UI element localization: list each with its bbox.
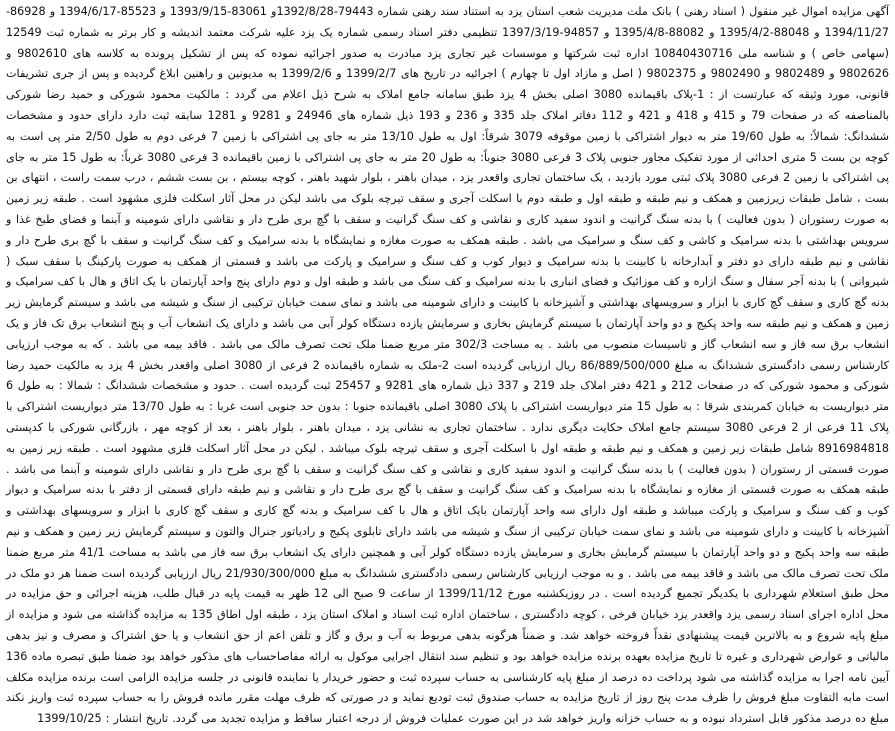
- auction-notice-text: آگهی مزایده اموال غیر منقول ( اسناد رهنی ) بانک ملت مدیریت شعب استان یزد به استناد سند رهنی شماره 79443-1392/8/28و 83061-1393/9/15 و 85523-1394/6/17 و 86928-1394/11/27 و 88048-1395/4/2 و 88082-1395/4/8 و 94857-1397/3/19 تنظیمی دفتر اسناد رسمی شماره یک یزد علیه شرکت معتمد اندیشه و کار برتر به شماره ثبت 12549 (سهامی خاص ) و شناسه ملی 10840430716 اداره ثبت شرکتها و موسسات غیر تجاری یزد مبادرت به صدور اجرائیه نموده که پس از تشکیل پرونده به کلاسه های 9802610 و 9802626 و 9802489 و 9802490 و 9802375 ( اصل و مازاد اول تا چهارم ) اجرائیه در تاریخ های 1399/2/7 و 1399/2/6 به مدیونین و راهنین ابلاغ گردیده و پس از جری تشریفات قانونی، مورد وثیقه که عبارتست از : 1-پلاک باقیمانده 3080 اصلی بخش 4 یزد طبق سامانه جامع املاک به شرح ذیل اعلام می گردد : مالکیت محمود شورکی و حمید رضا شورکی بالمناصفه که در صفحات 79 و 415 و 418 و 421 و 112 دفاتر املاک جلد 335 و 236 و 193 ذیل شماره های 24946 و 9281 و 1281 سابقه ثبت دارد دارای حدود و مشخصات ششدانگ: شمالاً: به طول 19/60 متر به دیوار اشتراکی با زمین موقوفه 3079 شرقاً: اول به طول 13/10 متر به جای پی اشتراکی با زمین 7 فرعی دوم به طول 2/50 متر پی است به کوچه بن بست 5 متری احداثی از مورد تفکیک مجاور جنوبی پلاک 3 فرعی 3080 جنوباً: به طول 20 متر به جای پی اشتراکی با زمین باقیمانده 3 فرعی 3080 غرباً: به طول 15 متر به جای پی اشتراکی با زمین 2 فرعی 3080 پلاک ثبتی مورد بازدید ، یک ساختمان تجاری واقعدر یزد ، میدان باهنر ، بلوار شهید باهنر ، کوچه بیستم ، بن بست ششم ، درب سمت راست ، انتهای بن بست ، شامل طبقات زیرزمین و همکف و نیم طبقه و طبقه اول و طبقه دوم با اسکلت آجری و سقف تیرچه بلوک می باشد لیکن در محل آثار اسکلت فلزی مشهود است . طبقه زیر زمین به صورت رستوران ( بدون فعالیت ) با بدنه سنگ گرانیت و اندود سفید کاری و نقاشی و کف سنگ گرانیت و سقف با گچ بری طرح دار و نقاشی دارای شومینه و آبنما و فضای طبخ غذا و سرویس بهداشتی با بدنه سرامیک و کاشی و کف سنگ و سرامیک می باشد . طبقه همکف به صورت مغازه و نمایشگاه با بدنه سرامیک و کف سنگ گرانیت و سقف با گچ بری طرح دار و نقاشی و نیم طبقه دارای دو دفتر و آبدارخانه با کابینت با بدنه سرامیک و دیوار کوب و کف سنگ و سرامیک و پارکت می باشد و قسمتی از همکف به صورت پارکینگ با سقف سبک ( شیروانی ) با بدنه آجر سفال و سنگ ازاره و کف موزائیک و فضای انباری با بدنه سرامیک و کف سنگ می باشد و طبقه اول و دوم دارای پنج واحد آپارتمان با یک اتاق و هال با کف سرامیک و بدنه گچ کاری و سقف گچ کاری با ابزار و سرویسهای بهداشتی و آشپزخانه با کابینت و دارای شومینه می باشد و نمای سمت خیابان ترکیبی از سنگ و شیشه می باشد و سیستم گرمایش زیر زمین و همکف و نیم طبقه سه واحد پکیج و دو واحد آپارتمان با سیستم گرمایش بخاری و سرمایش یازده دستگاه کولر آبی می باشد و دارای یک انشعاب آب و پنج انشعاب برق تک فاز و یک انشعاب برق سه فاز و سه انشعاب گاز و تاسیسات منصوب می باشد . به مساحت 302/3 متر مربع ضمنا ملک تحت تصرف مالک می باشد . فاقد بیمه می باشد . که به موجب ارزیابی کارشناس رسمی دادگستری ششدانگ به مبلغ 86/889/500/000 ریال ارزیابی گردیده است 2-ملک به شماره باقیمانده 2 فرعی از 3080 اصلی واقعدر بخش 4 یزد به مالکیت حمید رضا شورکی و محمود شورکی که در صفحات 212 و 421 دفتر املاک جلد 219 و 337 ذیل شماره های 9281 و 25457 ثبت گردیده است . حدود و مشخصات ششدانگ : شمالا : به طول 6 متر دیواریست به خیابان کمربندی شرقا : به طول 15 متر دیواریست اشتراکی با پلاک 3080 اصلی باقیمانده جنوبا : بدون حد جنوبی است غربا : به طول 13/70 متر دیواریست اشتراکی با پلاک 11 فرعی از 2 فرعی 3080 سیستم جامع املاک حکایت دیگری ندارد . ساختمان تجاری به نشانی یزد ، میدان باهنر ، بلوار باهنر ، بعد از کوچه مهر ، بازرگانی شورکی با کدپستی 8916984818 شامل طبقات زیر زمین و همکف و نیم طبقه و طبقه اول با اسکلت آجری و سقف تیرچه بلوک میباشد . لیکن در محل آثار اسکلت فلزی مشهود است . طبقه زیر زمین به صورت قسمتی از رستوران ( بدون فعالیت ) با بدنه سنگ گرانیت و اندود سفید کاری و نقاشی و کف سنگ گرانیت و سقف با گچ بری طرح دار و نقاشی دارای شومینه و آبنما می باشد . طبقه همکف به صورت قسمتی از مغازه و نمایشگاه با بدنه سرامیک و کف سنگ گرانیت و سقف با گچ بری طرح دار و نقاشی و نیم طبقه دارای قسمتی از دفتر با بدنه سرامیک و دیوار کوب و کف سنگ و سرامیک و پارکت میباشد و طبقه اول دارای سه واحد آپارتمان بایک اتاق و هال با کف سرامیک و بدنه گچ کاری و سقف گچ کاری با ابزار و سرویسهای بهداشتی و آشپزخانه با کابینت و دارای شومینه می باشد و نمای سمت خیابان ترکیبی از سنگ و شیشه می باشد دارای تابلوی پکیج و رادیاتور جنرال والتون و سیستم گرمایش زیر زمین و همکف و نیم طبقه سه واحد پکیج و دو واحد آپارتمان با سیستم گرمایش بخاری و سرمایش یازده دستگاه کولر آبی و همچنین دارای یک انشعاب برق سه فاز می باشد به مساحت 41/1 متر مربع ضمنا ملک تحت تصرف مالک می باشد و فاقد بیمه می باشد . و به موجب ارزیابی کارشناس رسمی دادگستری ششدانگ به مبلغ 21/930/300/000 ریال ارزیابی گردیده است ضمنا هر دو ملک در محل طبق استعلام شهرداری با یکدیگر تجمیع گردیده است . در روزیکشنبه مورخ 1399/11/12 از ساعت 9 صبح الی 12 ظهر به قیمت پایه در قبال طلب، هزینه اجرائی و حق مزایده در محل اداره اجرای اسناد رسمی یزد واقعدر یزد خیابان فرخی ، کوچه دادگستری ، ساختمان اداره ثبت اسناد و املاک استان یزد ، طبقه اول اطاق 135 به مزایده گذاشته می شود و مزایده از مبلغ پایه شروع و به بالاترین قیمت پیشنهادی نقداً فروخته خواهد شد. و ضمناً هرگونه بدهی مربوط به آب و برق و گاز و تلفن اعم از حق انشعاب و یا حق اشتراک و مصرف و نیز بدهی مالیاتی و عوارض شهرداری و غیره تا تاریخ مزایده بعهده برنده مزایده خواهد بود و تنظیم سند انتقال اجرایی موکول به ارائه مفاصاحساب های مذکور خواهد بود ضمنا طبق تبصره ماده 136 آیین نامه اجرا به مزایده گذاشته می شود پرداخت ده درصد از مبلغ پایه کارشناسی به حساب سپرده ثبت و حضور خریدار یا نماینده قانونی در جلسه مزایده الزامی است برنده مزایده مکلف است مابه التفاوت مبلغ فروش را ظرف مدت پنج روز از تاریخ مزایده به حساب صندوق ثبت تودیع نماید و در صورتی که ظرف مهلت مقرر مانده فروش را به حساب سپرده ثبت واریز نکند مبلغ ده درصد مذکور قابل استرداد نبوده و به حساب خزانه واریز خواهد شد در این صورت عملیات فروش از درجه اعتبار ساقط و مزایده تجدید می گردد. تاریخ انتشار : 1399/10/25: [6, 5, 890, 726]
